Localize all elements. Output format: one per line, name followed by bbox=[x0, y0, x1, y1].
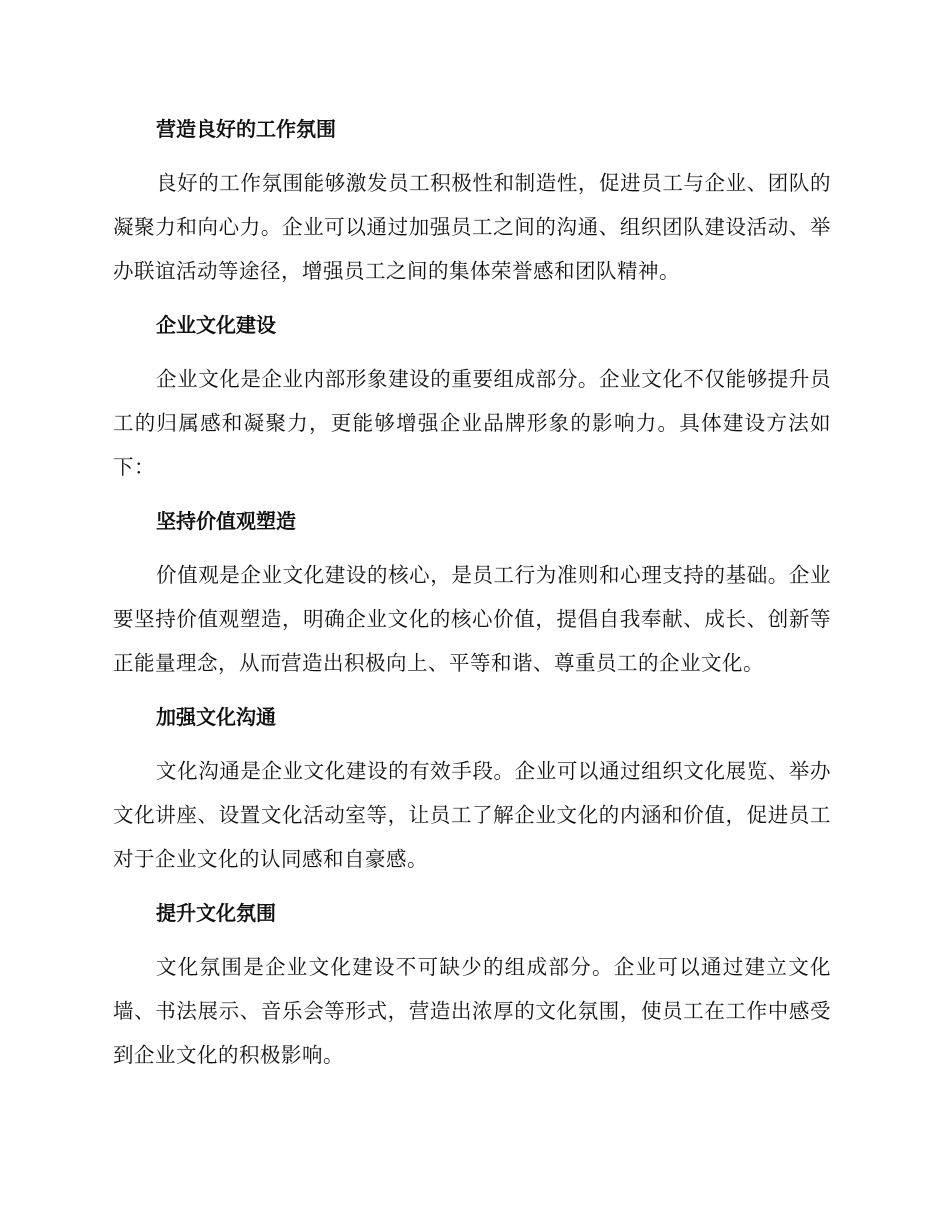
section bbox=[113, 504, 831, 685]
section-paragraph: 企业文化是企业内部形象建设的重要组成部分。企业文化不仅能够提升员工的归属感和凝聚力，更能够增强企业品牌形象的影响力。具体建设方法如下： bbox=[113, 367, 831, 479]
section-heading: 坚持价值观塑造 bbox=[156, 509, 296, 533]
section-paragraph: 价值观是企业文化建设的核心，是员工行为准则和心理支持的基础。企业要坚持价值观塑造，明确企业文化的核心价值，提倡自我奉献、成长、创新等正能量理念，从而营造出积极向上、平等和谐、尊重员工的企业文化。 bbox=[113, 563, 831, 675]
section-heading: 企业文化建设 bbox=[156, 313, 276, 337]
section-heading: 营造良好的工作氛围 bbox=[156, 117, 336, 141]
section bbox=[113, 308, 831, 489]
section-heading: 提升文化氛围 bbox=[156, 901, 276, 925]
section-paragraph: 文化沟通是企业文化建设的有效手段。企业可以通过组织文化展览、举办文化讲座、设置文化活动室等，让员工了解企业文化的内涵和价值，促进员工对于企业文化的认同感和自豪感。 bbox=[113, 759, 831, 871]
document-page bbox=[113, 112, 831, 1092]
section bbox=[113, 896, 831, 1077]
section-paragraph: 良好的工作氛围能够激发员工积极性和制造性，促进员工与企业、团队的凝聚力和向心力。企业可以通过加强员工之间的沟通、组织团队建设活动、举办联谊活动等途径，增强员工之间的集体荣誉感和团队精神。 bbox=[113, 171, 831, 283]
section bbox=[113, 112, 831, 293]
section bbox=[113, 700, 831, 881]
section-heading: 加强文化沟通 bbox=[156, 705, 276, 729]
section-paragraph: 文化氛围是企业文化建设不可缺少的组成部分。企业可以通过建立文化墙、书法展示、音乐会等形式，营造出浓厚的文化氛围，使员工在工作中感受到企业文化的积极影响。 bbox=[113, 955, 831, 1067]
